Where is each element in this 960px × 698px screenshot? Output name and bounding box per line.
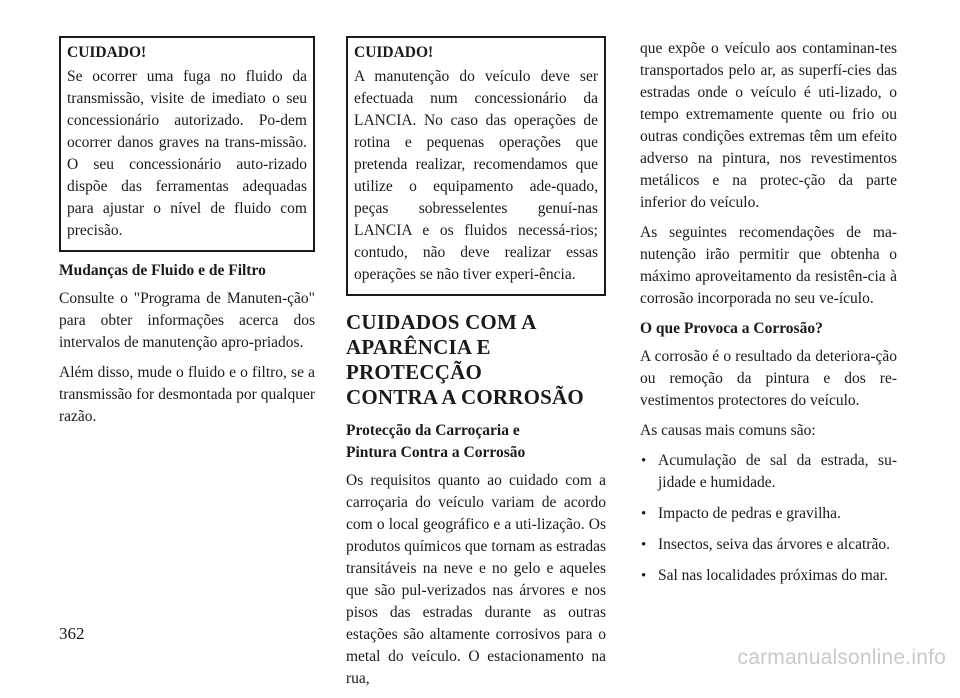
watermark: carmanualsonline.info — [737, 646, 946, 669]
section-title-appearance-corrosion — [346, 310, 606, 410]
list-item-text: Insectos, seiva das árvores e alcatrão. — [658, 536, 890, 553]
bullet-icon: • — [641, 453, 647, 469]
list-item — [640, 503, 897, 525]
page-number: 362 — [59, 624, 85, 643]
list-item-text: Acumulação de sal da estrada, su-jidade e humidade. — [658, 452, 897, 491]
list-item — [640, 565, 897, 587]
paragraph-maintenance-schedule: Consulte o "Programa de Manuten-ção" para obter informações acerca dos intervalos de manutenção apro-priados. — [59, 290, 315, 351]
paragraph-common-causes-intro: As causas mais comuns são: — [640, 422, 816, 439]
list-item — [640, 450, 897, 494]
causes-list — [640, 450, 897, 587]
bullet-icon: • — [641, 506, 647, 522]
list-item — [640, 534, 897, 556]
paragraph-care-requirements: Os requisitos quanto ao cuidado com a carroçaria do veículo variam de acordo com o local geográfico e a uti-lização. Os produtos químicos que tornam as estradas transitáveis na neve e no gelo e aqueles que são pul-verizados nas árvores e nos pisos das estradas durante as outras estações são altamente corrosivos para o metal do veículo. O estacionamento na rua, — [346, 472, 606, 687]
caution-box-maintenance — [346, 36, 606, 296]
list-item-text: Sal nas localidades próximas do mar. — [658, 567, 888, 584]
column-middle — [346, 36, 606, 698]
paragraph-recommendations: As seguintes recomendações de ma-nutenção irão permitir que obtenha o máximo aproveitamento da resistên-cia à corrosão incorporada no seu ve-ículo. — [640, 224, 897, 307]
list-item-text: Impacto de pedras e gravilha. — [658, 505, 841, 522]
caution-title: CUIDADO! — [354, 44, 434, 61]
bullet-icon: • — [641, 568, 647, 584]
caution-box-transmission — [59, 36, 315, 252]
section-title-line: APARÊNCIA E PROTECÇÃO — [346, 335, 491, 384]
paragraph-disassembly-note: Além disso, mude o fluido e o filtro, se a transmissão for desmontada por qualquer razão. — [59, 364, 315, 425]
bullet-icon: • — [641, 537, 647, 553]
subhead-line: Pintura Contra a Corrosão — [346, 444, 526, 461]
paragraph-contaminants: que expõe o veículo aos contaminan-tes transportados pelo ar, as superfí-cies das estradas onde o veículo é uti-lizado, o tempo extremamente quente ou frio ou outras condições extremas têm um efeito adverso na pintura, nos revestimentos metálicos e na protec-ção da parte inferior do veículo. — [640, 40, 897, 211]
column-left — [59, 36, 315, 436]
caution-text: Se ocorrer uma fuga no fluido da transmissão, visite de imediato o seu concessionário autorizado. Po-dem ocorrer danos graves na trans-missão. O seu concessionário auto-rizado dispõe das ferramentas adequadas para ajustar o nível de fluido com precisão. — [67, 68, 307, 239]
caution-text: A manutenção do veículo deve ser efectuada num concessionário da LANCIA. No caso das operações de rotina e pequenas operações que pretenda realizar, recomendamos que utilize o equipamento ade-quado, peças sobresselentes genuí-nas LANCIA e os fluidos necessá-rios; contudo, não deve realizar essas operações se não tiver experi-ência. — [354, 68, 598, 283]
paragraph-corrosion-definition: A corrosão é o resultado da deteriora-ção ou remoção da pintura e dos re-vestimentos protectores do veículo. — [640, 348, 897, 409]
section-title-line: CUIDADOS COM A — [346, 310, 537, 334]
caution-title: CUIDADO! — [67, 44, 147, 61]
column-right — [640, 38, 897, 596]
section-title-line: CONTRA A CORROSÃO — [346, 385, 584, 409]
subhead-body-paint-protection — [346, 420, 606, 464]
subhead-corrosion-cause: O que Provoca a Corrosão? — [640, 320, 823, 337]
subhead-fluid-filter-changes: Mudanças de Fluido e de Filtro — [59, 262, 266, 279]
subhead-line: Protecção da Carroçaria e — [346, 422, 520, 439]
